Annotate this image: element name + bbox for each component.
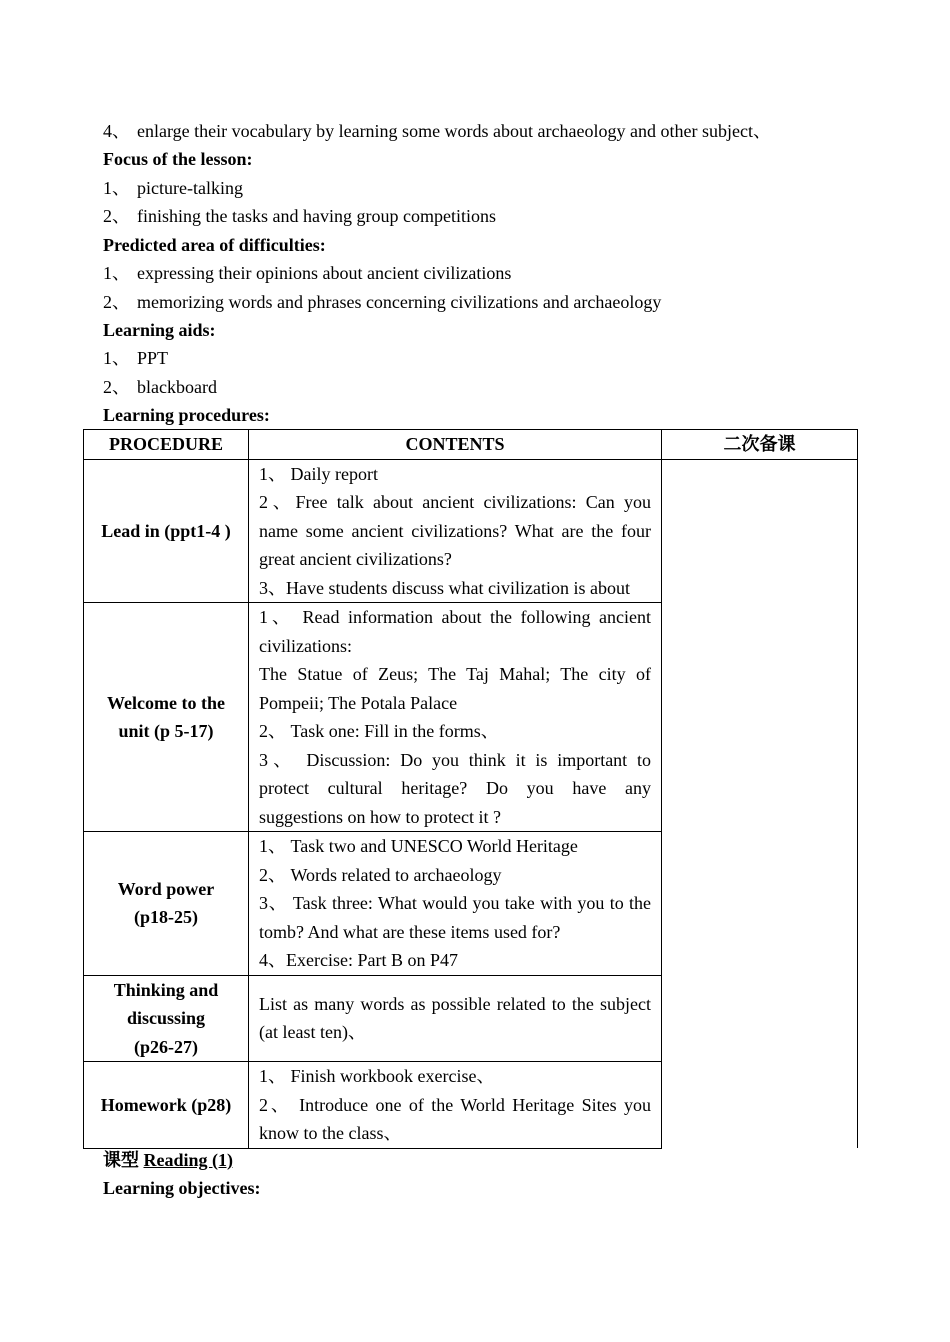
aid-item: [103, 346, 168, 370]
content-line: 1、 Read information about the following ancient civilizations:: [259, 607, 651, 656]
difficulty-item: [103, 290, 661, 314]
item-text: expressing their opinions about ancient civilizations: [137, 263, 512, 283]
content-line: 2、 Introduce one of the World Heritage Sites you know to the class、: [259, 1094, 651, 1143]
focus-heading: Focus of the lesson:: [103, 149, 253, 169]
item-text: PPT: [137, 348, 169, 368]
contents-cell: [249, 975, 662, 1062]
content-line: 1、 Daily report: [259, 463, 378, 484]
contents-cell: [249, 603, 662, 832]
table-row: [84, 459, 858, 603]
focus-item: [103, 176, 243, 200]
content-line: 3、Have students discuss what civilization is about: [259, 577, 630, 598]
header-procedure: PROCEDURE: [84, 430, 249, 460]
item-number: 2、: [103, 292, 130, 312]
item-text: finishing the tasks and having group competitions: [137, 206, 496, 226]
lesson-type-value: Reading (1): [143, 1150, 233, 1170]
item-number: 1、: [103, 178, 130, 198]
lesson-type: [103, 1148, 233, 1172]
procedure-label: Welcome to the: [107, 692, 225, 713]
procedure-cell: [84, 1062, 249, 1149]
procedure-cell: [84, 975, 249, 1062]
objectives-heading: Learning objectives:: [103, 1178, 261, 1198]
content-line: 2、 Words related to archaeology: [259, 864, 502, 885]
procedures-table: [83, 429, 858, 1149]
procedures-heading: Learning procedures:: [103, 405, 270, 425]
content-line: 1、 Task two and UNESCO World Heritage: [259, 836, 578, 856]
content-line: 3、 Discussion: Do you think it is important to protect cultural heritage? Do you have any suggestions on how to protect it ?: [259, 749, 651, 827]
content-line: The Statue of Zeus; The Taj Mahal; The city of Pompeii; The Potala Palace: [259, 664, 651, 713]
procedure-label: (p26-27): [134, 1036, 198, 1057]
objective-item: [103, 119, 771, 143]
item-text: enlarge their vocabulary by learning some words about archaeology and other subject、: [137, 121, 771, 141]
procedure-label: Homework (p28): [100, 1094, 232, 1115]
procedure-label: Thinking and: [113, 979, 219, 1000]
item-number: 2、: [103, 206, 130, 226]
item-number: 1、: [103, 348, 130, 368]
procedure-cell: [84, 603, 249, 832]
content-line: List as many words as possible related to the subject (at least ten)、: [259, 993, 651, 1043]
content-line: 2、Free talk about ancient civilizations: Can you name some ancient civilizations? What are the four great ancient civilizations?: [259, 492, 651, 569]
content-line: 4、Exercise: Part B on P47: [259, 950, 458, 970]
aids-heading: Learning aids:: [103, 320, 216, 340]
difficulties-heading: Predicted area of difficulties:: [103, 235, 326, 255]
item-number: 2、: [103, 377, 130, 397]
header-contents: CONTENTS: [249, 430, 662, 460]
procedure-label: Word power: [117, 878, 215, 899]
procedure-label: Lead in (ppt1-4 ): [101, 520, 231, 541]
lesson-type-label: 课型: [103, 1150, 139, 1170]
item-text: picture-talking: [137, 178, 243, 198]
procedure-cell: [84, 459, 249, 603]
header-second-prep: 二次备课: [662, 430, 858, 460]
aid-item: [103, 375, 217, 399]
table-header-row: [84, 430, 858, 460]
procedure-label: discussing: [126, 1008, 206, 1028]
procedure-label: unit (p 5-17): [118, 721, 214, 741]
difficulty-item: [103, 261, 511, 285]
contents-cell: [249, 459, 662, 603]
contents-cell: [249, 1062, 662, 1149]
content-line: 3、 Task three: What would you take with you to the tomb? And what are these items used for?: [259, 893, 651, 942]
procedure-label: (p18-25): [134, 907, 198, 928]
content-line: 1、 Finish workbook exercise、: [259, 1066, 495, 1086]
item-text: memorizing words and phrases concerning civilizations and archaeology: [137, 292, 662, 312]
item-number: 1、: [103, 263, 130, 283]
content-line: 2、 Task one: Fill in the forms、: [259, 721, 499, 741]
item-text: blackboard: [137, 377, 217, 397]
procedure-cell: [84, 832, 249, 976]
contents-cell: [249, 832, 662, 976]
second-prep-cell: [662, 459, 858, 1148]
focus-item: [103, 204, 496, 228]
item-number: 4、: [103, 121, 130, 141]
